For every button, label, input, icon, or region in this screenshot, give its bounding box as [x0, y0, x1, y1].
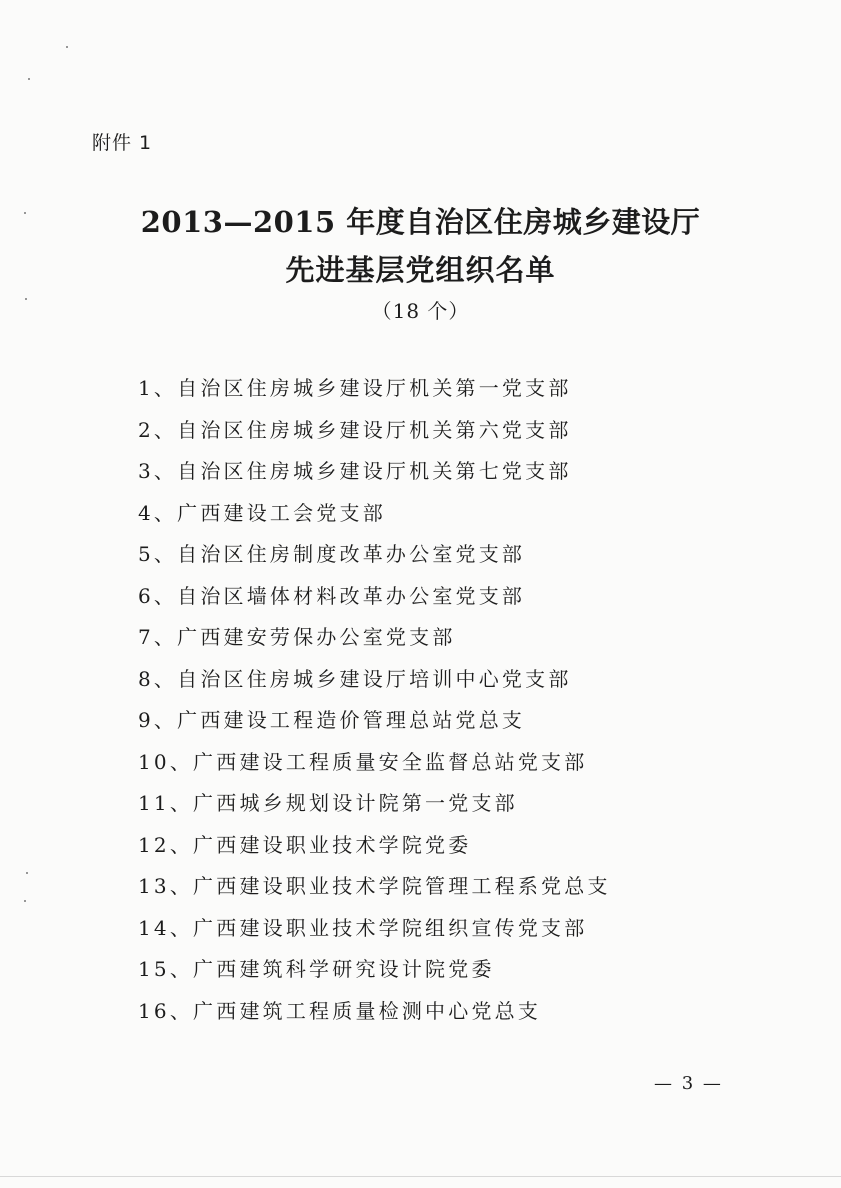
document-title-line1: 2013—2015 年度自治区住房城乡建设厅	[140, 205, 701, 239]
scan-edge-line	[0, 1176, 841, 1177]
scan-speck	[66, 46, 68, 48]
list-item: 16、广西建筑工程质量检测中心党总支	[138, 998, 542, 1023]
list-item: 8、自治区住房城乡建设厅培训中心党支部	[138, 666, 572, 691]
list-item: 14、广西建设职业技术学院组织宣传党支部	[138, 915, 588, 940]
list-item: 5、自治区住房制度改革办公室党支部	[138, 542, 526, 566]
list-item: 9、广西建设工程造价管理总站党总支	[138, 708, 526, 732]
document-title-line2: 先进基层党组织名单	[285, 253, 556, 287]
organization-list	[138, 372, 611, 1036]
list-item: 15、广西建筑科学研究设计院党委	[138, 957, 495, 981]
scan-speck	[26, 872, 28, 874]
list-item: 11、广西城乡规划设计院第一党支部	[138, 791, 518, 815]
list-item: 12、广西建设职业技术学院党委	[138, 832, 472, 857]
list-item: 4、广西建设工会党支部	[138, 500, 386, 525]
attachment-label: 附件 1	[92, 132, 153, 154]
list-item: 3、自治区住房城乡建设厅机关第七党支部	[138, 459, 572, 483]
page-number: — 3 —	[654, 1073, 723, 1094]
scan-speck	[24, 900, 26, 902]
list-item: 13、广西建设职业技术学院管理工程系党总支	[138, 874, 611, 898]
list-item: 1、自治区住房城乡建设厅机关第一党支部	[138, 376, 572, 400]
list-item: 2、自治区住房城乡建设厅机关第六党支部	[138, 417, 572, 442]
list-item: 6、自治区墙体材料改革办公室党支部	[138, 583, 526, 608]
list-item: 7、广西建安劳保办公室党支部	[138, 625, 456, 649]
scan-speck	[28, 78, 30, 80]
list-item: 10、广西建设工程质量安全监督总站党支部	[138, 749, 588, 774]
organization-count: （18 个）	[371, 299, 470, 323]
